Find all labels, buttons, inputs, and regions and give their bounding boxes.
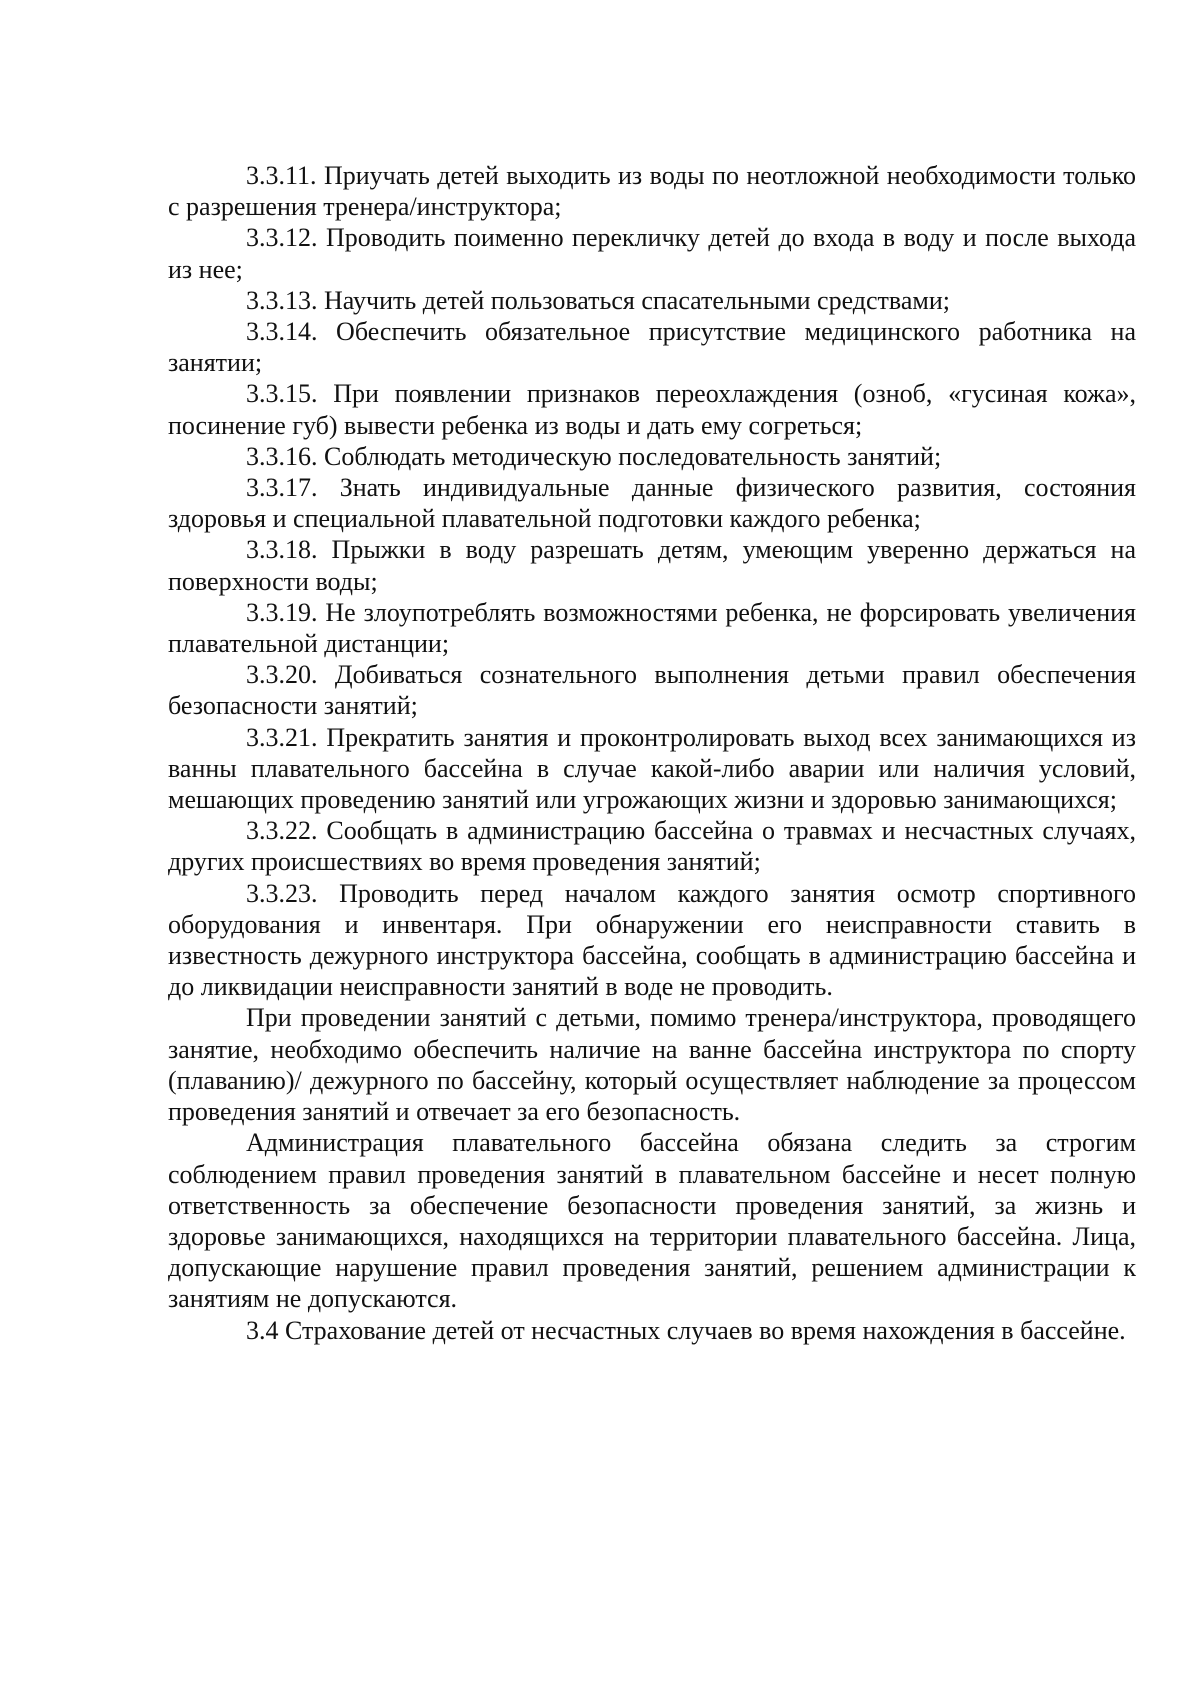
paragraph-3-3-17: 3.3.17. Знать индивидуальные данные физического развития, состояния здоровья и специальной плавательной подготовки каждого ребенка; <box>168 473 1136 534</box>
paragraph-3-3-15: 3.3.15. При появлении признаков переохлаждения (озноб, «гусиная кожа», посинение губ) вывести ребенка из воды и дать ему согреться; <box>168 379 1136 440</box>
paragraph-3-4-insurance: 3.4 Страхование детей от несчастных случаев во время нахождения в бассейне. <box>246 1315 1126 1345</box>
paragraph-administration-duties: Администрация плавательного бассейна обязана следить за строгим соблюдением правил проведения занятий в плавательном бассейне и несет полную ответственность за обеспечение безопасности проведения занятий, за жизнь и здоровье занимающихся, находящихся на территории плавательного бассейна. Лица, допускающие нарушение правил проведения занятий, решением администрации к занятиям не допускаются. <box>168 1128 1136 1314</box>
paragraph-3-3-18: 3.3.18. Прыжки в воду разрешать детям, умеющим уверенно держаться на поверхности воды; <box>168 535 1136 596</box>
paragraph-3-3-19: 3.3.19. Не злоупотреблять возможностями ребенка, не форсировать увеличения плавательной дистанции; <box>168 597 1136 659</box>
paragraph-3-3-11: 3.3.11. Приучать детей выходить из воды по неотложной необходимости только с разрешения тренера/инструктора; <box>168 161 1136 222</box>
paragraph-3-3-13: 3.3.13. Научить детей пользоваться спасательными средствами; <box>246 285 950 315</box>
paragraph-3-3-22: 3.3.22. Сообщать в администрацию бассейна о травмах и несчастных случаях, других происшествиях во время проведения занятий; <box>168 816 1136 877</box>
paragraph-3-3-16: 3.3.16. Соблюдать методическую последовательность занятий; <box>246 441 942 471</box>
paragraph-3-3-14: 3.3.14. Обеспечить обязательное присутствие медицинского работника на занятии; <box>168 317 1136 378</box>
paragraph-3-3-12: 3.3.12. Проводить поименно перекличку детей до входа в воду и после выхода из нее; <box>168 223 1136 284</box>
paragraph-3-3-20: 3.3.20. Добиваться сознательного выполнения детьми правил обеспечения безопасности занятий; <box>168 660 1136 721</box>
paragraph-3-3-21: 3.3.21. Прекратить занятия и проконтролировать выход всех занимающихся из ванны плавательного бассейна в случае какой-либо аварии или наличия условий, мешающих проведению занятий или угрожающих жизни и здоровью занимающихся; <box>168 722 1136 815</box>
document-body <box>168 160 1136 1346</box>
paragraph-3-3-23: 3.3.23. Проводить перед началом каждого занятия осмотр спортивного оборудования и инвентаря. При обнаружении его неисправности ставить в известность дежурного инструктора бассейна, сообщать в администрацию бассейна и до ликвидации неисправности занятий в воде не проводить. <box>168 878 1136 1002</box>
paragraph-instructor-supervision: При проведении занятий с детьми, помимо тренера/инструктора, проводящего занятие, необходимо обеспечить наличие на ванне бассейна инструктора по спорту (плаванию)/ дежурного по бассейну, который осуществляет наблюдение за процессом проведения занятий и отвечает за его безопасность. <box>168 1003 1136 1127</box>
